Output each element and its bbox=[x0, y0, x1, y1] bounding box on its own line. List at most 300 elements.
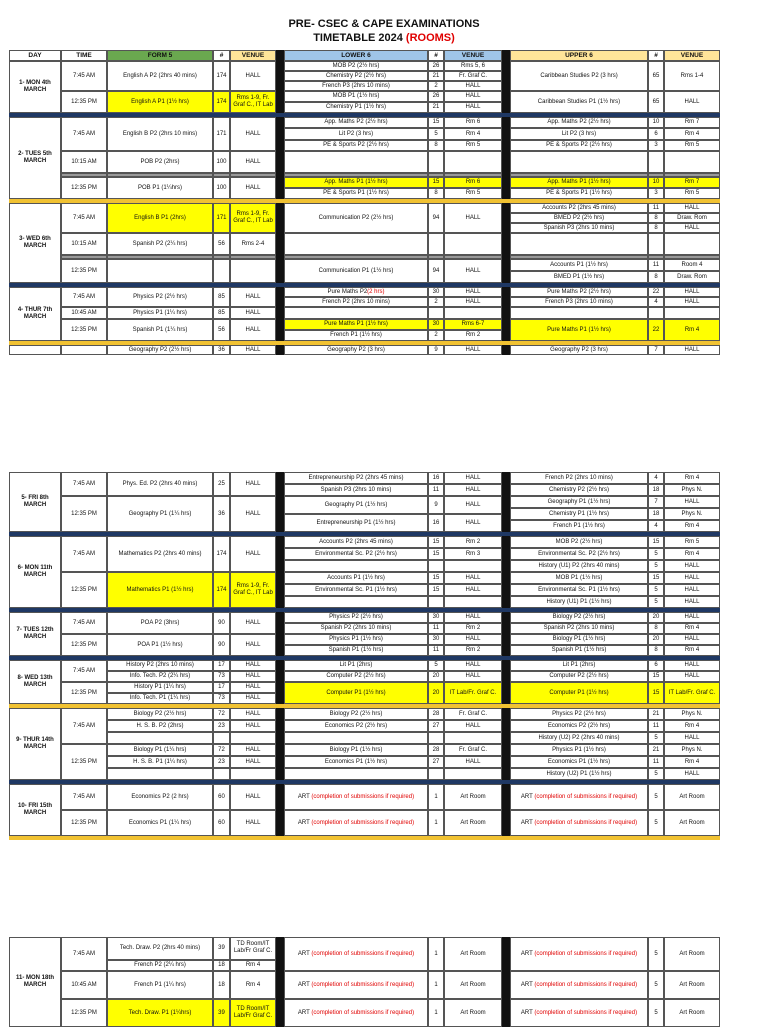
form5-subject: Biology P2 (2½ hrs) bbox=[107, 708, 213, 720]
lower6-count: 2 bbox=[428, 81, 444, 91]
lower6-subject: Computer P2 (2½ hrs) bbox=[284, 671, 428, 682]
day-block bbox=[9, 784, 747, 840]
upper6-subject: BMED P1 (1½ hrs) bbox=[510, 271, 648, 283]
upper6-subject: App. Maths P2 (2½ hrs) bbox=[510, 117, 648, 128]
upper6-venue: Rm 7 bbox=[664, 177, 720, 188]
day-block bbox=[9, 61, 747, 117]
upper6-subject: Geography P1 (1½ hrs) bbox=[510, 496, 648, 508]
form5-subject: French P2 (2¼ hrs) bbox=[107, 960, 213, 971]
lower6-subject: ART (completion of submissions if required) bbox=[284, 999, 428, 1027]
upper6-venue: HALL bbox=[664, 596, 720, 608]
time-cell: 7:45 AM bbox=[61, 203, 107, 233]
upper6-venue: HALL bbox=[664, 584, 720, 596]
lower6-subject: French P2 (2hrs 10 mins) bbox=[284, 297, 428, 307]
upper6-venue: Rm 4 bbox=[664, 720, 720, 732]
day-label: 5- FRI 8th MARCH bbox=[9, 472, 61, 532]
time-cell: 7:45 AM bbox=[61, 61, 107, 91]
day-label: 6- MON 11th MARCH bbox=[9, 536, 61, 608]
upper6-venue: HALL bbox=[664, 345, 720, 355]
form5-venue: Rms 1-9, Fr. Graf C., IT Lab bbox=[230, 203, 276, 233]
time-cell: 7:45 AM bbox=[61, 536, 107, 572]
upper6-venue: HALL bbox=[664, 612, 720, 623]
upper6-count: 3 bbox=[648, 140, 664, 151]
form5-count: 174 bbox=[213, 572, 230, 608]
upper6-count: 8 bbox=[648, 271, 664, 283]
day-label: 2- TUES 5th MARCH bbox=[9, 117, 61, 199]
lower6-subject: Chemistry P1 (1½ hrs) bbox=[284, 102, 428, 113]
form5-count: 39 bbox=[213, 999, 230, 1027]
lower6-venue: Fr. Graf C. bbox=[444, 708, 502, 720]
lower6-venue: HALL bbox=[444, 496, 502, 514]
upper6-venue: Rm 5 bbox=[664, 188, 720, 199]
lower6-count: 28 bbox=[428, 744, 444, 756]
upper6-venue: Rm 4 bbox=[664, 548, 720, 560]
upper6-venue: Phys N. bbox=[664, 744, 720, 756]
upper6-subject: History (U1) P1 (1½ hrs) bbox=[510, 596, 648, 608]
upper6-venue: HALL bbox=[664, 634, 720, 645]
form5-count: 17 bbox=[213, 660, 230, 671]
form5-count: 90 bbox=[213, 612, 230, 634]
time-cell: 7:45 AM bbox=[61, 784, 107, 810]
day-block bbox=[9, 708, 747, 784]
form5-venue: HALL bbox=[230, 61, 276, 91]
upper6-subject: History (U2) P2 (2hrs 40 mins) bbox=[510, 732, 648, 744]
lower6-count: 26 bbox=[428, 91, 444, 102]
upper6-count: 15 bbox=[648, 536, 664, 548]
upper6-venue: HALL bbox=[664, 496, 720, 508]
upper6-venue: Art Room bbox=[664, 937, 720, 971]
upper6-venue: Phys N. bbox=[664, 708, 720, 720]
lower6-count: 15 bbox=[428, 548, 444, 560]
form5-subject: History P1 (1¼ hrs) bbox=[107, 682, 213, 693]
day-label: 4- THUR 7th MARCH bbox=[9, 287, 61, 341]
day-label: 9- THUR 14th MARCH bbox=[9, 708, 61, 780]
lower6-venue: HALL bbox=[444, 671, 502, 682]
upper6-venue: Rm 5 bbox=[664, 140, 720, 151]
lower6-venue: Art Room bbox=[444, 999, 502, 1027]
upper6-count: 5 bbox=[648, 937, 664, 971]
lower6-count: 15 bbox=[428, 177, 444, 188]
upper6-count: 22 bbox=[648, 287, 664, 297]
lower6-venue: HALL bbox=[444, 287, 502, 297]
timetable-page-3 bbox=[9, 937, 747, 1027]
day-label: 3- WED 6th MARCH bbox=[9, 203, 61, 283]
header-form5: FORM 5 bbox=[107, 50, 213, 61]
lower6-count: 9 bbox=[428, 345, 444, 355]
form5-subject: Info. Tech. P2 (2¼ hrs) bbox=[107, 671, 213, 682]
lower6-subject: Geography P2 (3 hrs) bbox=[284, 345, 428, 355]
upper6-venue: HALL bbox=[664, 671, 720, 682]
lower6-subject: Lit P1 (2hrs) bbox=[284, 660, 428, 671]
form5-venue: HALL bbox=[230, 682, 276, 693]
form5-count: 18 bbox=[213, 960, 230, 971]
upper6-count: 5 bbox=[648, 732, 664, 744]
upper6-subject: Accounts P2 (2hrs 45 mins) bbox=[510, 203, 648, 213]
upper6-venue: Draw. Rom bbox=[664, 271, 720, 283]
lower6-venue: Rm 2 bbox=[444, 645, 502, 656]
lower6-venue: HALL bbox=[444, 259, 502, 283]
lower6-venue: HALL bbox=[444, 514, 502, 532]
upper6-subject: Environmental Sc. P1 (1½ hrs) bbox=[510, 584, 648, 596]
upper6-venue: Phys N. bbox=[664, 508, 720, 520]
upper6-venue: HALL bbox=[664, 203, 720, 213]
form5-subject: H. S. B. P1 (1¼ hrs) bbox=[107, 756, 213, 768]
form5-venue: HALL bbox=[230, 151, 276, 173]
lower6-subject: Entrepreneurship P1 (1½ hrs) bbox=[284, 514, 428, 532]
upper6-count: 5 bbox=[648, 596, 664, 608]
upper6-count: 20 bbox=[648, 634, 664, 645]
lower6-count: 30 bbox=[428, 319, 444, 330]
lower6-count: 28 bbox=[428, 708, 444, 720]
upper6-subject: Economics P2 (2½ hrs) bbox=[510, 720, 648, 732]
time-cell: 12:35 PM bbox=[61, 496, 107, 532]
upper6-count: 65 bbox=[648, 91, 664, 113]
upper6-count: 5 bbox=[648, 999, 664, 1027]
lower6-venue: Rm 2 bbox=[444, 623, 502, 634]
form5-venue: HALL bbox=[230, 810, 276, 836]
upper6-venue: Rm 4 bbox=[664, 319, 720, 341]
lower6-subject: Chemistry P2 (2½ hrs) bbox=[284, 71, 428, 81]
form5-venue: HALL bbox=[230, 634, 276, 656]
upper6-count: 21 bbox=[648, 708, 664, 720]
lower6-subject: Communication P1 (1½ hrs) bbox=[284, 259, 428, 283]
upper6-venue: IT Lab/Fr. Graf C. bbox=[664, 682, 720, 704]
form5-count: 36 bbox=[213, 345, 230, 355]
lower6-count: 27 bbox=[428, 756, 444, 768]
form5-venue: HALL bbox=[230, 693, 276, 704]
upper6-count: 15 bbox=[648, 682, 664, 704]
upper6-venue: HALL bbox=[664, 91, 720, 113]
title-line-2: TIMETABLE 2024 (ROOMS) bbox=[313, 32, 455, 44]
upper6-subject: Economics P1 (1½ hrs) bbox=[510, 756, 648, 768]
form5-count: 171 bbox=[213, 117, 230, 151]
upper6-subject: French P3 (2hrs 10 mins) bbox=[510, 297, 648, 307]
lower6-venue: IT Lab/Fr. Graf C. bbox=[444, 682, 502, 704]
lower6-count: 1 bbox=[428, 810, 444, 836]
form5-count: 171 bbox=[213, 203, 230, 233]
upper6-subject: PE & Sports P2 (2½ hrs) bbox=[510, 140, 648, 151]
lower6-count: 2 bbox=[428, 330, 444, 341]
form5-venue: TD Room/IT Lab/Fr Graf C. bbox=[230, 999, 276, 1027]
lower6-count: 8 bbox=[428, 188, 444, 199]
lower6-venue: Rm 4 bbox=[444, 128, 502, 139]
lower6-venue: Rm 3 bbox=[444, 548, 502, 560]
form5-subject: History P2 (2hrs 10 mins) bbox=[107, 660, 213, 671]
upper6-venue: Draw. Rom bbox=[664, 213, 720, 223]
lower6-subject: Physics P1 (1½ hrs) bbox=[284, 634, 428, 645]
upper6-venue: Room 4 bbox=[664, 259, 720, 271]
upper6-count: 10 bbox=[648, 117, 664, 128]
upper6-subject: Biology P1 (1½ hrs) bbox=[510, 634, 648, 645]
lower6-subject: PE & Sports P2 (2½ hrs) bbox=[284, 140, 428, 151]
header-num: # bbox=[428, 50, 444, 61]
upper6-count: 5 bbox=[648, 548, 664, 560]
time-cell: 7:45 AM bbox=[61, 708, 107, 744]
upper6-count: 5 bbox=[648, 971, 664, 999]
upper6-count: 6 bbox=[648, 660, 664, 671]
upper6-venue: HALL bbox=[664, 287, 720, 297]
lower6-count: 21 bbox=[428, 102, 444, 113]
lower6-count: 5 bbox=[428, 128, 444, 139]
lower6-count: 8 bbox=[428, 140, 444, 151]
lower6-venue: Fr. Graf C. bbox=[444, 744, 502, 756]
header-venue: VENUE bbox=[664, 50, 720, 61]
lower6-subject: Physics P2 (2½ hrs) bbox=[284, 612, 428, 623]
form5-venue: Rms 1-9, Fr. Graf C., IT Lab bbox=[230, 572, 276, 608]
timetable-grid bbox=[9, 50, 747, 61]
lower6-venue: HALL bbox=[444, 756, 502, 768]
form5-subject: English A P2 (2hrs 40 mins) bbox=[107, 61, 213, 91]
form5-count: 60 bbox=[213, 810, 230, 836]
header-day: DAY bbox=[9, 50, 61, 61]
upper6-subject: ART (completion of submissions if required) bbox=[510, 999, 648, 1027]
day-block bbox=[9, 536, 747, 612]
form5-venue: TD Room/IT Lab/Fr Graf C. bbox=[230, 937, 276, 960]
upper6-count: 7 bbox=[648, 496, 664, 508]
upper6-count: 4 bbox=[648, 472, 664, 484]
form5-subject: English A P1 (1½ hrs) bbox=[107, 91, 213, 113]
lower6-venue: Art Room bbox=[444, 937, 502, 971]
lower6-count: 1 bbox=[428, 999, 444, 1027]
form5-venue: HALL bbox=[230, 345, 276, 355]
time-cell: 7:45 AM bbox=[61, 472, 107, 496]
form5-count: 174 bbox=[213, 536, 230, 572]
form5-venue: Rm 4 bbox=[230, 960, 276, 971]
header-venue: VENUE bbox=[230, 50, 276, 61]
form5-count: 17 bbox=[213, 682, 230, 693]
form5-subject: Mathematics P2 (2hrs 40 mins) bbox=[107, 536, 213, 572]
upper6-venue: HALL bbox=[664, 223, 720, 233]
lower6-subject: App. Maths P1 (1½ hrs) bbox=[284, 177, 428, 188]
lower6-venue: HALL bbox=[444, 720, 502, 732]
timetable-page-1 bbox=[9, 50, 747, 355]
title-line-1: PRE- CSEC & CAPE EXAMINATIONS bbox=[288, 18, 480, 30]
form5-count: 85 bbox=[213, 307, 230, 319]
lower6-venue: HALL bbox=[444, 484, 502, 496]
upper6-subject: Chemistry P1 (1½ hrs) bbox=[510, 508, 648, 520]
upper6-venue: Rm 5 bbox=[664, 536, 720, 548]
upper6-subject: PE & Sports P1 (1½ hrs) bbox=[510, 188, 648, 199]
form5-venue: HALL bbox=[230, 287, 276, 307]
time-cell: 10:15 AM bbox=[61, 151, 107, 173]
form5-subject: H. S. B. P2 (2hrs) bbox=[107, 720, 213, 732]
upper6-subject: Computer P2 (2½ hrs) bbox=[510, 671, 648, 682]
lower6-count: 1 bbox=[428, 784, 444, 810]
form5-venue: Rms 1-9, Fr. Graf C., IT Lab bbox=[230, 91, 276, 113]
time-cell: 7:45 AM bbox=[61, 937, 107, 971]
lower6-subject: Lit P2 (3 hrs) bbox=[284, 128, 428, 139]
time-cell: 12:35 PM bbox=[61, 999, 107, 1027]
upper6-count: 15 bbox=[648, 671, 664, 682]
form5-subject: Tech. Draw. P1 (1¼hrs) bbox=[107, 999, 213, 1027]
lower6-count: 2 bbox=[428, 297, 444, 307]
upper6-count: 11 bbox=[648, 720, 664, 732]
lower6-subject: MOB P1 (1½ hrs) bbox=[284, 91, 428, 102]
lower6-venue: HALL bbox=[444, 634, 502, 645]
upper6-subject: History (U1) P2 (2hrs 40 mins) bbox=[510, 560, 648, 572]
form5-count: 18 bbox=[213, 971, 230, 999]
form5-venue: HALL bbox=[230, 784, 276, 810]
form5-venue: HALL bbox=[230, 720, 276, 732]
form5-count: 72 bbox=[213, 744, 230, 756]
lower6-count: 94 bbox=[428, 259, 444, 283]
upper6-venue: HALL bbox=[664, 768, 720, 780]
lower6-subject: French P1 (1½ hrs) bbox=[284, 330, 428, 341]
form5-count: 39 bbox=[213, 937, 230, 960]
time-cell: 10:15 AM bbox=[61, 233, 107, 255]
form5-count: 85 bbox=[213, 287, 230, 307]
lower6-count: 1 bbox=[428, 971, 444, 999]
header-upper6: UPPER 6 bbox=[510, 50, 648, 61]
lower6-subject: ART (completion of submissions if required) bbox=[284, 971, 428, 999]
upper6-venue: Rm 4 bbox=[664, 645, 720, 656]
upper6-subject: ART (completion of submissions if required) bbox=[510, 971, 648, 999]
lower6-venue: HALL bbox=[444, 102, 502, 113]
upper6-venue: Art Room bbox=[664, 999, 720, 1027]
upper6-venue: Rm 4 bbox=[664, 756, 720, 768]
lower6-count: 16 bbox=[428, 472, 444, 484]
form5-venue: HALL bbox=[230, 612, 276, 634]
lower6-count: 15 bbox=[428, 536, 444, 548]
form5-count: 23 bbox=[213, 756, 230, 768]
upper6-count: 22 bbox=[648, 319, 664, 341]
form5-subject: Economics P1 (1¼ hrs) bbox=[107, 810, 213, 836]
lower6-subject: French P3 (2hrs 10 mins) bbox=[284, 81, 428, 91]
day-block bbox=[9, 203, 747, 287]
upper6-venue: HALL bbox=[664, 732, 720, 744]
upper6-count: 3 bbox=[648, 188, 664, 199]
form5-venue: HALL bbox=[230, 496, 276, 532]
lower6-subject: Economics P2 (2½ hrs) bbox=[284, 720, 428, 732]
form5-venue: HALL bbox=[230, 177, 276, 199]
upper6-venue: Rms 1-4 bbox=[664, 61, 720, 91]
upper6-venue: Art Room bbox=[664, 971, 720, 999]
header-time: TIME bbox=[61, 50, 107, 61]
day-label: 7- TUES 12th MARCH bbox=[9, 612, 61, 656]
upper6-subject: Pure Maths P2 (2½ hrs) bbox=[510, 287, 648, 297]
day-block bbox=[9, 937, 747, 1027]
lower6-subject: Accounts P1 (1½ hrs) bbox=[284, 572, 428, 584]
lower6-subject: Pure Maths P1 (1½ hrs) bbox=[284, 319, 428, 330]
lower6-count: 15 bbox=[428, 572, 444, 584]
time-cell: 10:45 AM bbox=[61, 971, 107, 999]
lower6-count: 1 bbox=[428, 937, 444, 971]
lower6-subject: Environmental Sc. P2 (2½ hrs) bbox=[284, 548, 428, 560]
upper6-venue: Art Room bbox=[664, 784, 720, 810]
lower6-subject: App. Maths P2 (2½ hrs) bbox=[284, 117, 428, 128]
day-label: 11- MON 18th MARCH bbox=[9, 937, 61, 1027]
upper6-count: 7 bbox=[648, 345, 664, 355]
form5-subject: Geography P2 (2½ hrs) bbox=[107, 345, 213, 355]
time-cell: 12:35 PM bbox=[61, 319, 107, 341]
time-cell: 7:45 AM bbox=[61, 612, 107, 634]
lower6-subject: PE & Sports P1 (1½ hrs) bbox=[284, 188, 428, 199]
form5-subject: Phys. Ed. P2 (2hrs 40 mins) bbox=[107, 472, 213, 496]
form5-subject: Physics P2 (2½ hrs) bbox=[107, 287, 213, 307]
upper6-subject: French P1 (1½ hrs) bbox=[510, 520, 648, 532]
lower6-subject: ART (completion of submissions if required) bbox=[284, 784, 428, 810]
lower6-venue: Fr. Graf C. bbox=[444, 71, 502, 81]
form5-count: 73 bbox=[213, 671, 230, 682]
form5-count: 36 bbox=[213, 496, 230, 532]
lower6-venue: Rm 2 bbox=[444, 330, 502, 341]
form5-count: 72 bbox=[213, 708, 230, 720]
form5-count: 174 bbox=[213, 61, 230, 91]
lower6-venue: Rm 5 bbox=[444, 140, 502, 151]
form5-subject: English B P2 (2hrs 10 mins) bbox=[107, 117, 213, 151]
form5-venue: HALL bbox=[230, 307, 276, 319]
lower6-venue: HALL bbox=[444, 345, 502, 355]
lower6-venue: HALL bbox=[444, 572, 502, 584]
time-cell: 7:45 AM bbox=[61, 660, 107, 682]
upper6-subject: MOB P2 (2½ hrs) bbox=[510, 536, 648, 548]
lower6-subject: Spanish P3 (2hrs 10 mins) bbox=[284, 484, 428, 496]
upper6-count: 11 bbox=[648, 756, 664, 768]
form5-subject: Tech. Draw. P2 (2hrs 40 mins) bbox=[107, 937, 213, 960]
upper6-count: 6 bbox=[648, 128, 664, 139]
lower6-venue: Rm 6 bbox=[444, 117, 502, 128]
upper6-subject: Geography P2 (3 hrs) bbox=[510, 345, 648, 355]
form5-subject: French P1 (1¼ hrs) bbox=[107, 971, 213, 999]
lower6-subject: Computer P1 (1½ hrs) bbox=[284, 682, 428, 704]
upper6-subject: BMED P2 (2½ hrs) bbox=[510, 213, 648, 223]
form5-count: 73 bbox=[213, 693, 230, 704]
lower6-venue: Rms 5, 6 bbox=[444, 61, 502, 71]
upper6-subject: Pure Maths P1 (1½ hrs) bbox=[510, 319, 648, 341]
lower6-venue: Rm 6 bbox=[444, 177, 502, 188]
upper6-venue: HALL bbox=[664, 560, 720, 572]
upper6-subject: MOB P1 (1½ hrs) bbox=[510, 572, 648, 584]
upper6-subject: Biology P2 (2½ hrs) bbox=[510, 612, 648, 623]
lower6-venue: HALL bbox=[444, 81, 502, 91]
upper6-count: 8 bbox=[648, 223, 664, 233]
lower6-count: 30 bbox=[428, 634, 444, 645]
form5-venue: HALL bbox=[230, 756, 276, 768]
form5-subject: POB P2 (2hrs) bbox=[107, 151, 213, 173]
upper6-subject: Lit P2 (3 hrs) bbox=[510, 128, 648, 139]
form5-subject: POA P1 (1½ hrs) bbox=[107, 634, 213, 656]
lower6-count: 15 bbox=[428, 117, 444, 128]
lower6-venue: HALL bbox=[444, 584, 502, 596]
form5-subject: Economics P2 (2 hrs) bbox=[107, 784, 213, 810]
day-label: 8- WED 13th MARCH bbox=[9, 660, 61, 704]
upper6-subject: Caribbean Studies P1 (1½ hrs) bbox=[510, 91, 648, 113]
lower6-subject: Pure Maths P2 (2 hrs) bbox=[284, 287, 428, 297]
upper6-venue: HALL bbox=[664, 297, 720, 307]
form5-count: 100 bbox=[213, 177, 230, 199]
upper6-count: 11 bbox=[648, 259, 664, 271]
upper6-count: 18 bbox=[648, 484, 664, 496]
lower6-subject: Entrepreneurship P2 (2hrs 45 mins) bbox=[284, 472, 428, 484]
header-lower6: LOWER 6 bbox=[284, 50, 428, 61]
lower6-subject: Accounts P2 (2hrs 45 mins) bbox=[284, 536, 428, 548]
upper6-subject: ART (completion of submissions if required) bbox=[510, 937, 648, 971]
day-label: 1- MON 4th MARCH bbox=[9, 61, 61, 113]
upper6-subject: Physics P2 (2½ hrs) bbox=[510, 708, 648, 720]
form5-venue: HALL bbox=[230, 744, 276, 756]
lower6-count: 21 bbox=[428, 71, 444, 81]
header-num: # bbox=[213, 50, 230, 61]
timetable-page-2 bbox=[9, 472, 747, 840]
lower6-subject: Environmental Sc. P1 (1½ hrs) bbox=[284, 584, 428, 596]
form5-venue: Rms 2-4 bbox=[230, 233, 276, 255]
time-cell: 12:35 PM bbox=[61, 572, 107, 608]
lower6-count: 5 bbox=[428, 660, 444, 671]
upper6-count: 18 bbox=[648, 508, 664, 520]
lower6-venue: Rm 5 bbox=[444, 188, 502, 199]
lower6-subject: Communication P2 (2½ hrs) bbox=[284, 203, 428, 233]
lower6-venue: Art Room bbox=[444, 810, 502, 836]
